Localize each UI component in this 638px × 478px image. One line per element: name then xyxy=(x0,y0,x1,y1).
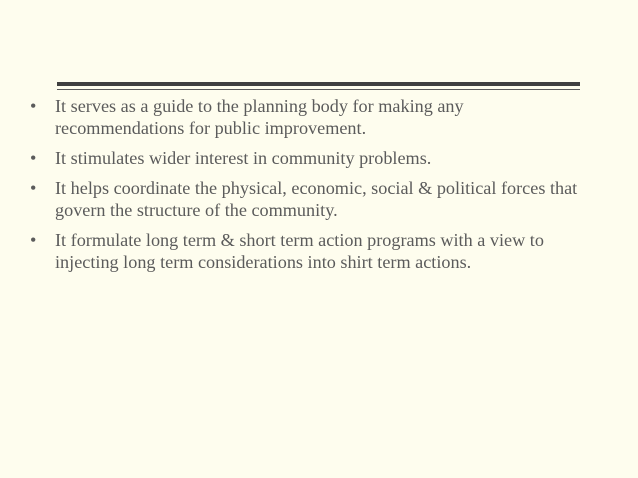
bullet-icon: • xyxy=(30,96,37,116)
bullet-item xyxy=(30,95,590,139)
bullet-text: It formulate long term & short term action programs with a view to injecting long term considerations into shirt term actions. xyxy=(55,230,544,272)
bullet-item xyxy=(30,177,590,221)
bullet-icon: • xyxy=(30,148,37,168)
bullet-item xyxy=(30,147,590,169)
bullet-text: It stimulates wider interest in community problems. xyxy=(55,148,432,168)
bullet-text: It helps coordinate the physical, economic, social & political forces that govern the structure of the community. xyxy=(55,178,578,220)
bullet-icon: • xyxy=(30,178,37,198)
bullet-item xyxy=(30,229,590,273)
bullet-icon: • xyxy=(30,230,37,250)
header-rule-thin xyxy=(57,89,580,90)
bullet-list xyxy=(30,95,590,281)
bullet-text: It serves as a guide to the planning body for making any recommendations for public improvement. xyxy=(55,96,464,138)
header-rule-thick xyxy=(57,82,580,86)
